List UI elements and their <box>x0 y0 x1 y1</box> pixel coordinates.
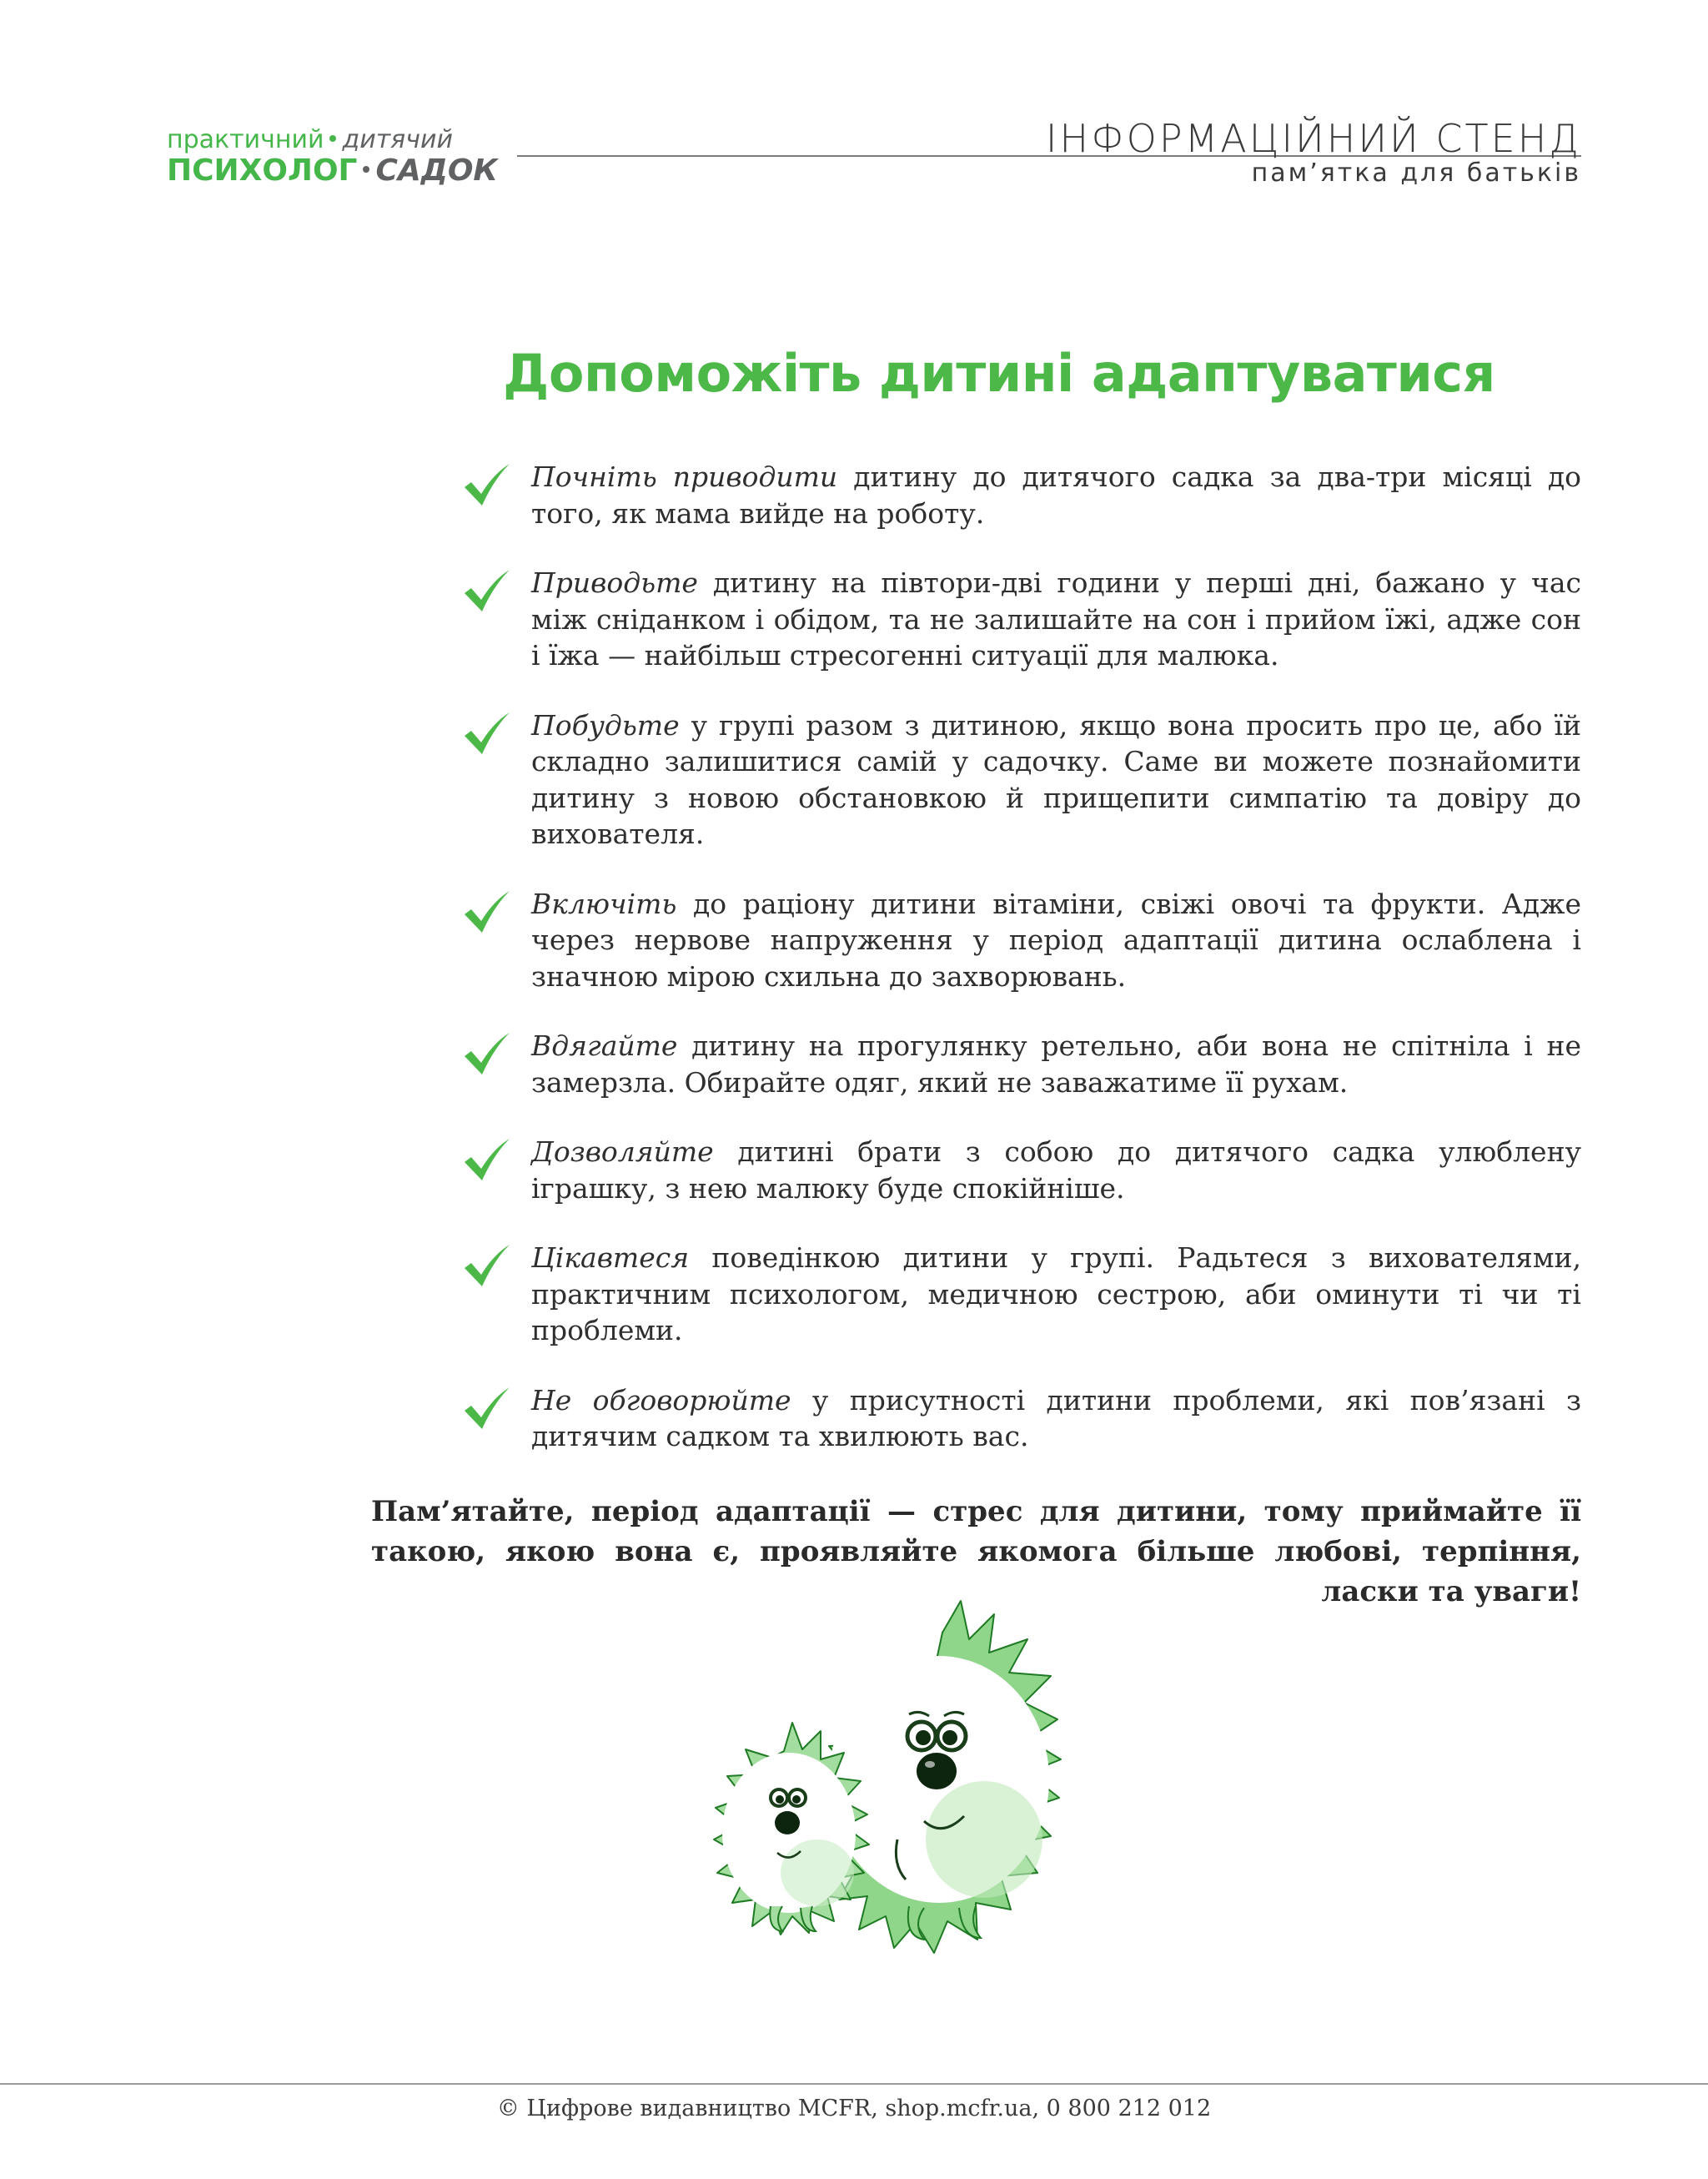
tip-item <box>461 1382 1581 1455</box>
tip-emphasis: Почніть приводити <box>531 460 838 493</box>
small-hedgehog-nose <box>775 1811 800 1834</box>
checkmark-icon <box>461 1386 511 1431</box>
checkmark-icon <box>461 568 511 613</box>
checkmark-icon <box>461 889 511 934</box>
big-hedgehog-nose-shine <box>925 1761 935 1768</box>
checkmark-icon <box>461 462 511 507</box>
checkmark-icon <box>461 711 511 756</box>
tip-emphasis: Вдягайте <box>531 1029 678 1062</box>
tip-text: поведінкою дитини у групі. Радьтеся з вихователями, практичним психологом, медичною сестрою, аби оминути ті чи ті проблеми. <box>531 1241 1581 1346</box>
tip-text: до раціону дитини вітаміни, свіжі овочі та фрукти. Адже через нервове напруження у період адаптації дитина ослаблена і значною мірою схильна до захворювань. <box>531 887 1581 993</box>
big-hedgehog-pupil-right <box>942 1730 957 1745</box>
logo-line-2 <box>167 155 498 187</box>
hedgehogs-illustration <box>701 1589 1134 1990</box>
logo-line-1 <box>167 125 453 155</box>
big-hedgehog-shade <box>926 1781 1042 1898</box>
small-hedgehog-pupil-left <box>776 1795 784 1804</box>
tip-emphasis: Цікавтеся <box>531 1241 690 1274</box>
tip-text: дитині брати з собою до дитячого садка улюблену іграшку, з нею малюку буде спокійніше. <box>531 1135 1581 1205</box>
tip-emphasis: Приводьте <box>531 566 698 599</box>
logo-word-dytiachyi: дитячий <box>342 125 453 154</box>
footer-divider <box>0 2083 1708 2085</box>
tip-emphasis: Побудьте <box>531 708 680 742</box>
conclusion-text: Пам’ятайте, період адаптації — стрес для дитини, тому приймайте її такою, якою вона є, проявляйте якомога більше любові, терпіння, ласки та уваги! <box>371 1495 1581 1608</box>
tip-item <box>461 1134 1581 1206</box>
tip-text: дитину на півтори-дві години у перші дні, бажано у час між сніданком і обідом, та не залишайте на сон і прийом їжі, адже сон і їжа — найбільш стресогенні ситуації для малюка. <box>531 566 1581 672</box>
tip-text: у групі разом з дитиною, якщо вона просить про це, або їй складно залишитися самій у садочку. Саме ви можете познайомити дитину з новою обстановкою й прищепити симпатію та довіру до вихователя. <box>531 708 1581 850</box>
tip-text: у присутності дитини проблеми, які пов’язані з дитячим садком та хвилюють вас. <box>531 1383 1581 1452</box>
logo-word-sadok: САДОК <box>375 153 498 188</box>
tip-item <box>461 886 1581 995</box>
big-hedgehog-nose <box>917 1753 957 1789</box>
tip-emphasis: Дозволяйте <box>531 1135 714 1168</box>
tip-item <box>461 1240 1581 1349</box>
tip-emphasis: Не обговорюйте <box>531 1383 791 1417</box>
tip-text: дитину на прогулянку ретельно, аби вона не спітніла і не замерзла. Обирайте одяг, який не заважатиме її рухам. <box>531 1029 1581 1099</box>
checkmark-icon <box>461 1137 511 1182</box>
tip-item <box>461 1028 1581 1100</box>
publisher-logo <box>167 125 500 187</box>
big-hedgehog-pupil-left <box>916 1730 931 1745</box>
small-hedgehog-shade <box>781 1839 854 1906</box>
tip-item <box>461 459 1581 531</box>
stand-subtitle: пам’ятка для батьків <box>1251 159 1581 188</box>
big-hedgehog <box>817 1601 1061 1953</box>
stand-title: ІНФОРМАЦІЙНИЙ СТЕНД <box>1045 116 1581 161</box>
footer-copyright: © Цифрове видавництво MCFR, shop.mcfr.ua, 0 800 212 012 <box>496 2096 1212 2121</box>
tip-item <box>461 707 1581 853</box>
logo-dot-icon <box>363 166 369 173</box>
checkmark-icon <box>461 1243 511 1288</box>
small-hedgehog-pupil-right <box>792 1795 801 1804</box>
page-title: Допоможіть дитині адаптуватися <box>503 343 1495 404</box>
logo-word-praktychnyi: практичний <box>167 125 324 154</box>
tip-text: дитину до дитячого садка за два-три місяці до того, як мама вийде на роботу. <box>531 460 1582 530</box>
logo-word-psykholoh: ПСИХОЛОГ <box>167 153 358 188</box>
tip-emphasis: Включіть <box>531 887 677 920</box>
checkmark-icon <box>461 1031 511 1076</box>
tips-list <box>461 459 1581 1455</box>
logo-dot-icon <box>329 135 336 142</box>
tip-item <box>461 565 1581 674</box>
